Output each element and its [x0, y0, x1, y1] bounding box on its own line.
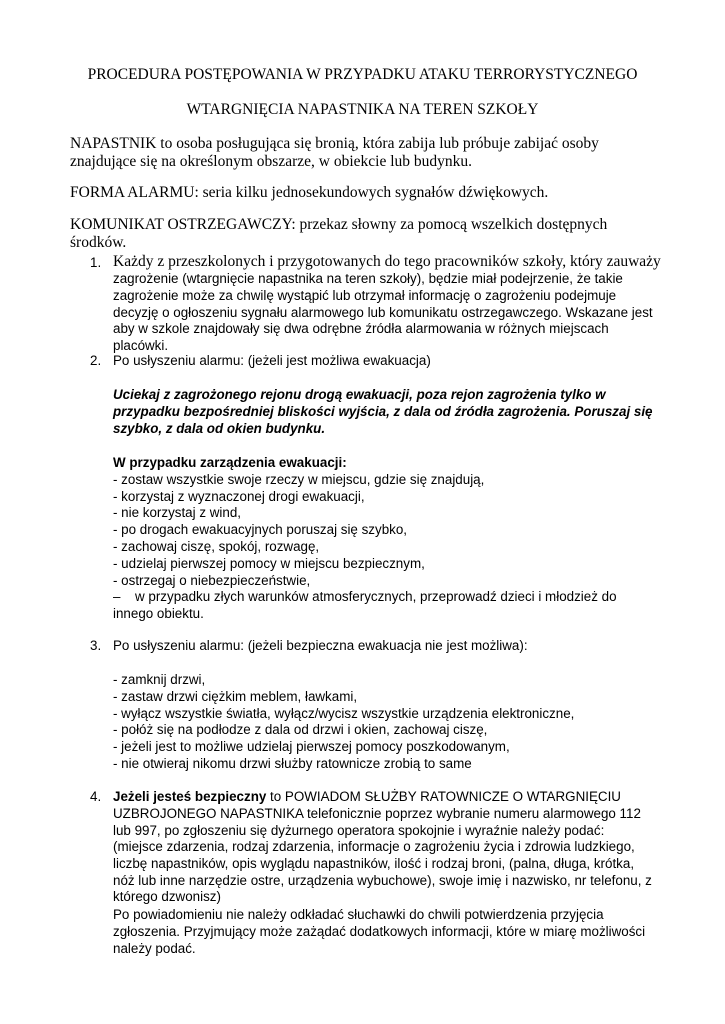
list-item: - nie otwieraj nikomu drzwi służby ratownicze zrobią to same	[113, 755, 472, 771]
item-1-text: zagrożenie (wtargnięcie napastnika na teren szkoły), będzie miał podejrzenie, że takie zagrożenie może za chwilę wystąpić lub otrzymał informację o zagrożeniu podejmuje decyzję o ogłoszeniu sygnału alarmowego lub komunikatu ostrzegawczego. Wskazane jest aby w szkole znajdowały się dwa odrębne źródła alarmowania w różnych miejscach placówki.	[113, 271, 653, 354]
evacuation-list	[113, 455, 653, 623]
evacuation-subheading: W przypadku zarządzenia ewakuacji:	[113, 455, 347, 470]
list-item: - wyłącz wszystkie światła, wyłącz/wycisz wszystkie urządzenia elektroniczne,	[113, 705, 575, 721]
list-item: - zachowaj ciszę, spokój, rozwagę,	[113, 538, 320, 554]
document-subtitle: WTARGNIĘCIA NAPASTNIKA NA TEREN SZKOŁY	[186, 101, 539, 118]
document-title: PROCEDURA POSTĘPOWANIA W PRZYPADKU ATAKU TERRORYSTYCZNEGO	[87, 66, 638, 83]
list-item: - połóż się na podłodze z dala od drzwi i okien, zachowaj ciszę,	[113, 722, 488, 738]
list-item: - po drogach ewakuacyjnych poruszaj się szybko,	[113, 522, 407, 538]
item-3-text: Po usłyszeniu alarmu: (jeżeli bezpieczna ewakuacja nie jest możliwa):	[113, 638, 528, 653]
item-4-rest: to POWIADOM SŁUŻBY RATOWNICZE O WTARGNIĘCIU UZBROJONEGO NAPASTNIKA telefonicznie poprzez wybranie numeru alarmowego 112 lub 997, po zgłoszeniu się dyżurnego operatora spokojnie i wyraźnie należy podać:	[113, 789, 641, 838]
report-details: (miejsce zdarzenia, rodzaj zdarzenia, informacje o zagrożeniu życia i zdrowia ludzkiego, liczbę napastników, opis wyglądu napastników, ilość i rodzaj broni, (palna, długa, krótka, nóż lub inne narzędzie ostre, urządzenia wybuchowe), swoje imię i nazwisko, nr telefonu, z którego dzwonisz)	[113, 839, 652, 905]
no-evacuation-list	[113, 672, 653, 773]
list-item: - udzielaj pierwszej pomocy w miejscu bezpiecznym,	[113, 555, 425, 571]
list-item: - korzystaj z wyznaczonej drogi ewakuacji,	[113, 488, 365, 504]
item-1-lead: Każdy z przeszkolonych i przygotowanych do tego pracowników szkoły, który zauważy	[113, 253, 661, 270]
item-number: 4.	[90, 789, 102, 804]
alarm-form: FORMA ALARMU: seria kilku jednosekundowych sygnałów dźwiękowych.	[70, 184, 549, 201]
item-number: 2.	[90, 353, 102, 368]
item-2-text: Po usłyszeniu alarmu: (jeżeli jest możliwa ewakuacja)	[113, 353, 431, 368]
after-report-note: Po powiadomieniu nie należy odkładać słuchawki do chwili potwierdzenia przyjęcia zgłoszenia. Przyjmujący może zażądać dodatkowych informacji, które w miarę możliwości należy podać.	[113, 907, 646, 956]
item-number: 3.	[90, 638, 102, 653]
list-item: - ostrzegaj o niebezpieczeństwie,	[113, 572, 311, 588]
list-item: - jeżeli jest to możliwe udzielaj pierwszej pomocy poszkodowanym,	[113, 739, 510, 755]
list-item	[113, 589, 653, 623]
list-item: - nie korzystaj z wind,	[113, 505, 241, 521]
warning-message: KOMUNIKAT OSTRZEGAWCZY: przekaz słowny za pomocą wszelkich dostępnych środków.	[70, 216, 608, 251]
item-number: 1.	[90, 255, 102, 270]
evacuation-emphasis: Uciekaj z zagrożonego rejonu drogą ewakuacji, poza rejon zagrożenia tylko w przypadku bezpośredniej bliskości wyjścia, z dala od źródła zagrożenia. Poruszaj się szybko, z dala od okien budynku.	[113, 387, 653, 436]
dash-marker: –	[113, 589, 121, 605]
last-bullet-text: w przypadku złych warunków atmosferycznych, przeprowadź dzieci i młodzież do innego obiektu.	[113, 589, 617, 622]
item-4-bold: Jeżeli jesteś bezpieczny	[113, 789, 267, 804]
napastnik-definition: NAPASTNIK to osoba posługująca się bronią, która zabija lub próbuje zabijać osoby znajdujące się na określonym obszarze, w obiekcie lub budynku.	[70, 135, 599, 170]
list-item: - zostaw wszystkie swoje rzeczy w miejscu, gdzie się znajdują,	[113, 471, 485, 487]
item-4-text	[113, 789, 653, 839]
list-item: - zamknij drzwi,	[113, 672, 206, 687]
list-item: - zastaw drzwi ciężkim meblem, ławkami,	[113, 688, 358, 704]
